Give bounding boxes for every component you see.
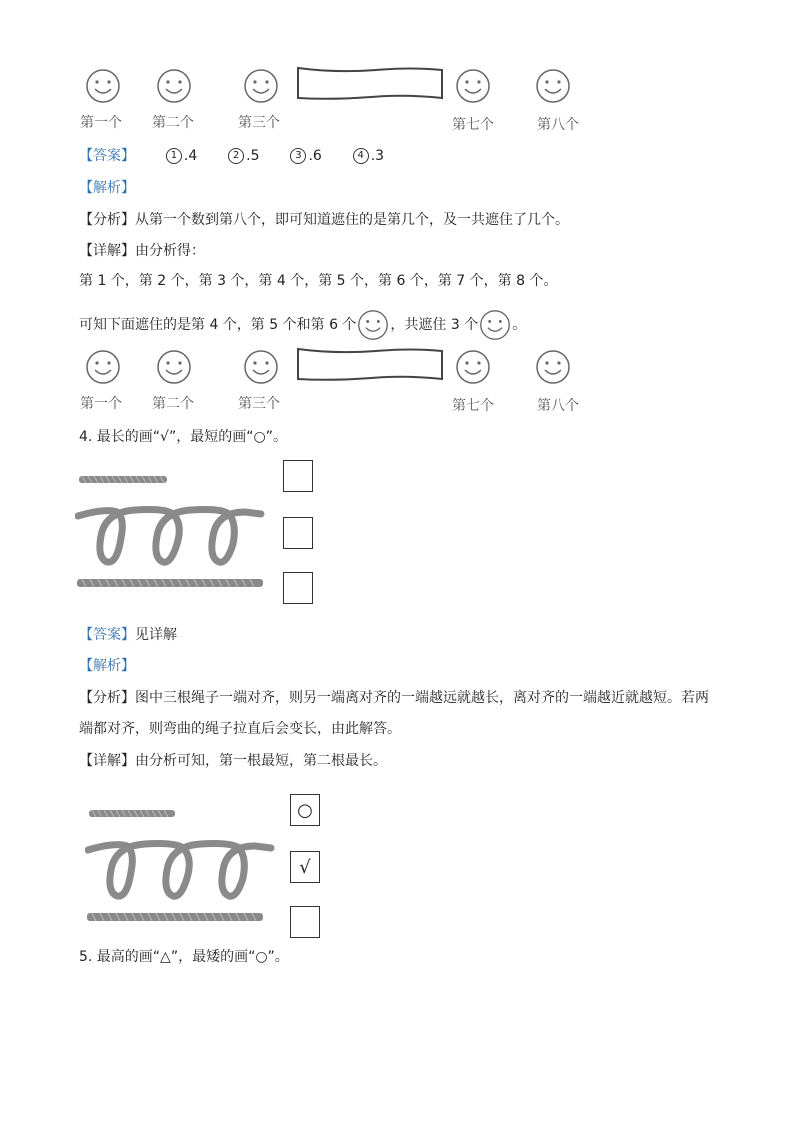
answer-item: 3 .6 (290, 148, 321, 164)
label-first: 第一个 (80, 396, 122, 412)
smiley-icon (85, 349, 121, 385)
smiley-icon (479, 309, 511, 341)
rope-coiled-icon (75, 500, 265, 570)
q4-detail: 【详解】由分析可知，第一根最短，第二根最长。 (79, 753, 387, 769)
q3-analysis-label: 【解析】 (79, 180, 135, 196)
smiley-icon (455, 349, 491, 385)
q3-detail: 【详解】由分析得： (79, 243, 205, 259)
rope-short-icon (88, 808, 180, 820)
label-seventh: 第七个 (452, 117, 494, 133)
q4-question: 4. 最长的画“√”，最短的画“○”。 (79, 429, 287, 445)
cloth-cover-icon (296, 64, 446, 104)
label-second: 第二个 (152, 115, 194, 131)
smiley-icon (156, 349, 192, 385)
answer-label: 【答案】 (79, 148, 135, 164)
rope-coiled-icon (85, 834, 275, 904)
q4-fenxi-line2: 端都对齐，则弯曲的绳子拉直后会变长，由此解答。 (79, 721, 401, 737)
label-seventh: 第七个 (452, 398, 494, 414)
q4-answer: 【答案】见详解 (79, 627, 177, 643)
answer-box-empty (290, 906, 320, 938)
q3-answer-line (79, 147, 384, 165)
smiley-icon (85, 68, 121, 104)
answer-item: 1 .4 (166, 148, 197, 164)
smiley-icon (455, 68, 491, 104)
rope-long-icon (86, 910, 266, 924)
q4-analysis-label: 【解析】 (79, 658, 135, 674)
smiley-icon (156, 68, 192, 104)
rope-short-icon (78, 474, 170, 486)
q4-fenxi-line1: 【分析】图中三根绳子一端对齐，则另一端离对齐的一端越远就越长，离对齐的一端越近就越短。若两 (79, 690, 709, 706)
answer-box-shortest: ○ (290, 794, 320, 826)
label-eighth: 第八个 (537, 117, 579, 133)
label-third: 第三个 (238, 396, 280, 412)
cloth-cover-icon (296, 345, 446, 385)
smiley-icon (243, 68, 279, 104)
answer-box[interactable] (283, 517, 313, 549)
q3-conclusion: 可知下面遮住的是第 4 个，第 5 个和第 6 个 ，共遮住 3 个 。 (79, 309, 526, 341)
label-first: 第一个 (80, 115, 122, 131)
answer-box-longest: √ (290, 851, 320, 883)
answer-item: 2 .5 (228, 148, 259, 164)
smiley-icon (243, 349, 279, 385)
answer-item: 4 .3 (353, 148, 384, 164)
q3-sequence: 第 1 个，第 2 个，第 3 个，第 4 个，第 5 个，第 6 个，第 7 个，第 8 个。 (79, 273, 558, 289)
q5-question: 5. 最高的画“△”，最矮的画“○”。 (79, 949, 289, 965)
label-third: 第三个 (238, 115, 280, 131)
smiley-icon (535, 68, 571, 104)
answer-box[interactable] (283, 460, 313, 492)
smiley-icon (535, 349, 571, 385)
label-second: 第二个 (152, 396, 194, 412)
rope-long-icon (76, 576, 266, 590)
answer-box[interactable] (283, 572, 313, 604)
q3-fenxi: 【分析】从第一个数到第八个，即可知道遮住的是第几个，及一共遮住了几个。 (79, 212, 569, 228)
label-eighth: 第八个 (537, 398, 579, 414)
smiley-icon (357, 309, 389, 341)
